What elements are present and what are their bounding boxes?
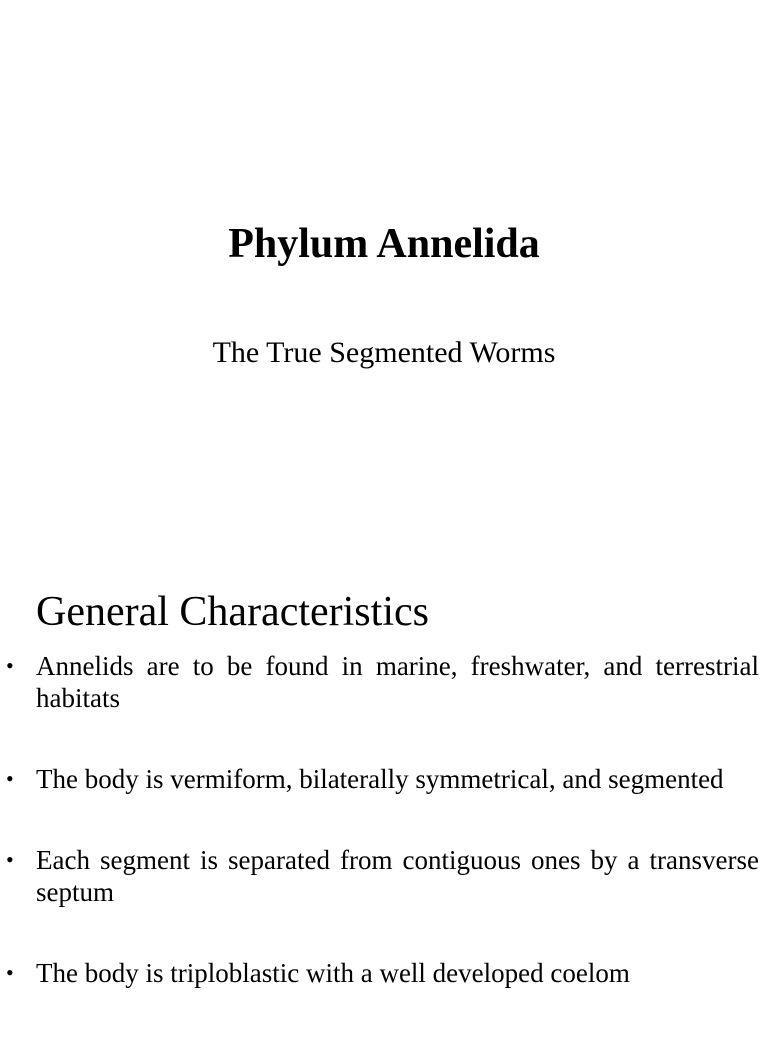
list-item	[0, 650, 768, 714]
page-subtitle: The True Segmented Worms	[212, 336, 556, 369]
list-item-text: The body is triploblastic with a well developed coelom	[36, 958, 630, 988]
list-item	[0, 763, 768, 795]
list-item	[0, 844, 768, 908]
section-heading: General Characteristics	[36, 589, 429, 635]
bullet-icon: •	[6, 766, 14, 791]
list-item	[0, 957, 768, 989]
list-item-text: Each segment is separated from contiguous ones by a transverse septum	[36, 845, 759, 907]
list-item-text: Annelids are to be found in marine, freshwater, and terrestrial habitats	[36, 651, 759, 713]
list-item-text: The body is vermiform, bilaterally symmetrical, and segmented	[36, 764, 724, 794]
bullet-icon: •	[6, 960, 14, 985]
page-title: Phylum Annelida	[228, 221, 540, 267]
bullet-icon: •	[6, 847, 14, 872]
characteristics-list	[0, 650, 768, 1038]
bullet-icon: •	[6, 653, 14, 678]
